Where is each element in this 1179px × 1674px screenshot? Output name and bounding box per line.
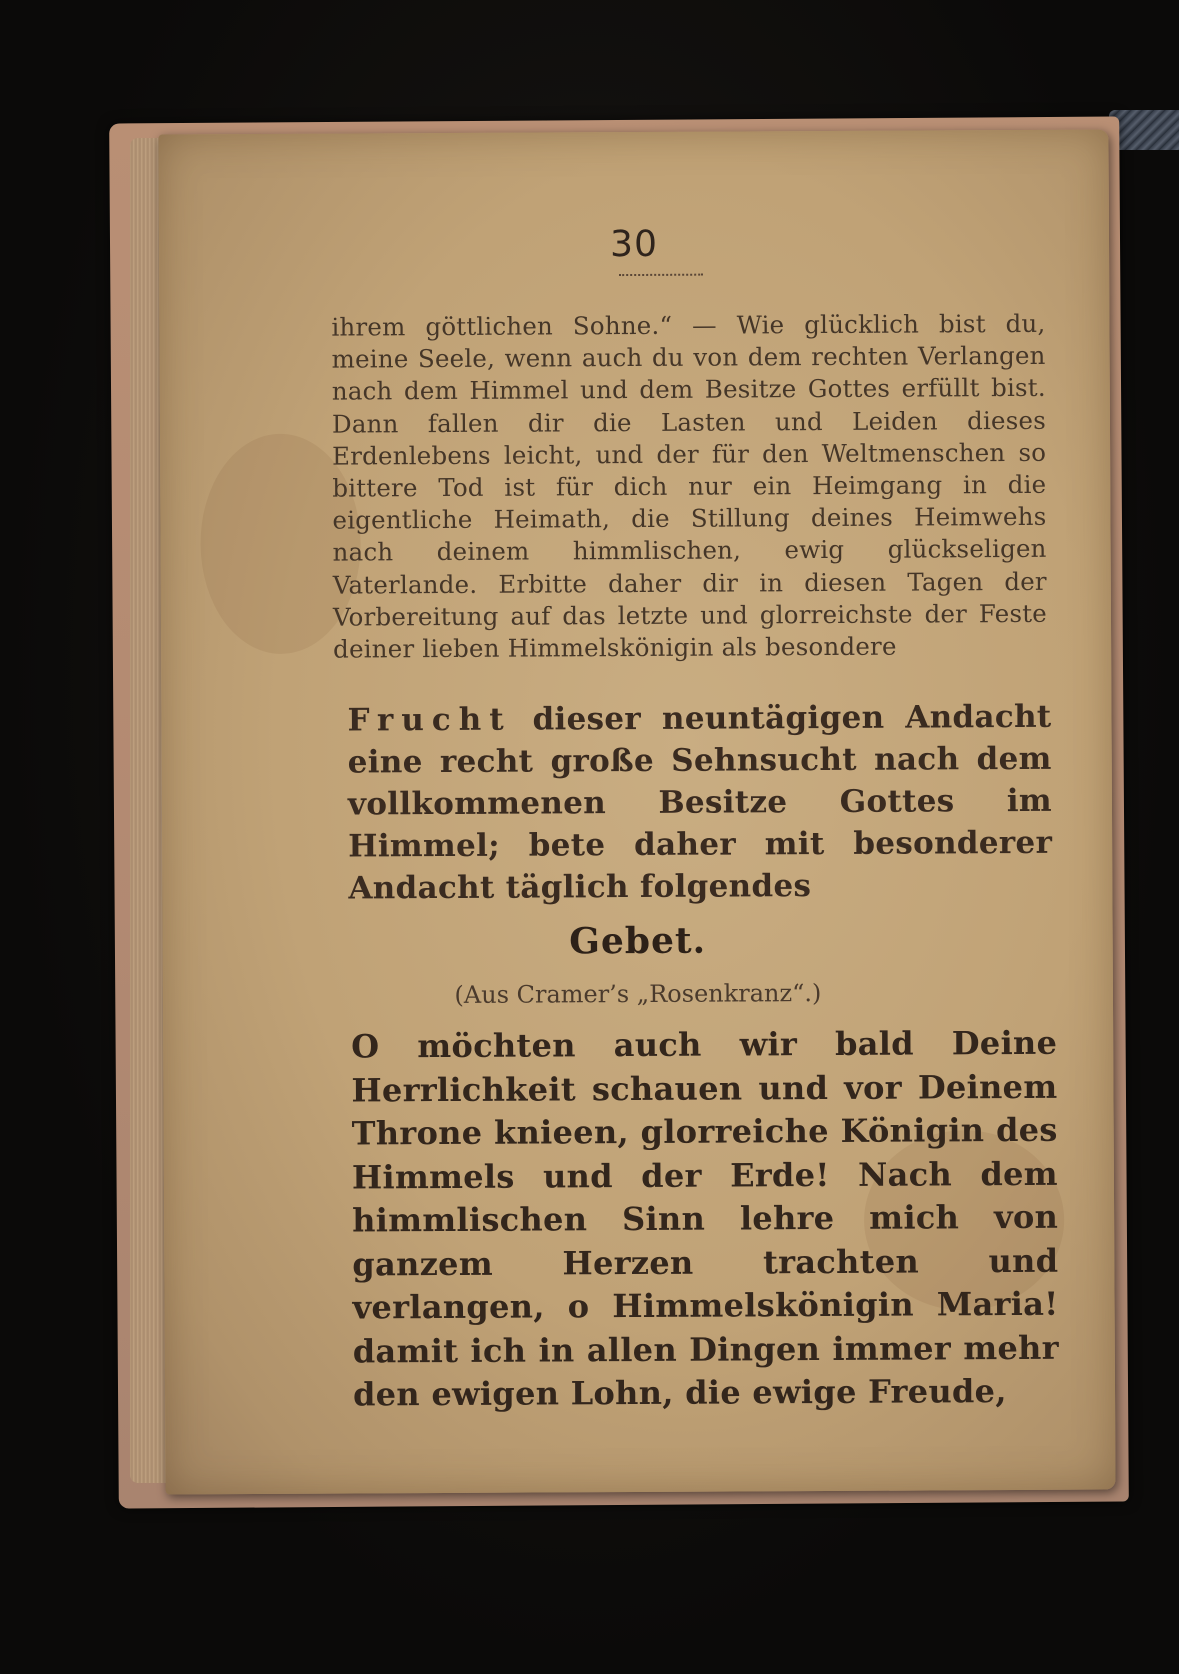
paragraph-2 — [347, 696, 1052, 910]
page-number: 30 — [610, 223, 659, 266]
paragraph-2-lead-word: Frucht — [347, 701, 512, 739]
prayer-source: (Aus Cramer’s „Rosenkranz“.) — [454, 979, 822, 1009]
paragraph-3: O möchten auch wir bald Deine Herrlichkeit schauen und vor Deinem Throne knieen, glorreiche Königin des Himmels und der Erde! Nach dem himmlischen Sinn lehre mich von ganzem Herzen trachten und verlangen, o Himmelskönigin Maria! damit ich in allen Dingen immer mehr den ewigen Lohn, die ewige Freude, — [351, 1023, 1059, 1414]
paragraph-1: ihrem göttlichen Sohne.“ — Wie glücklich bist du, meine Seele, wenn auch du von dem rechten Verlangen nach dem Himmel und dem Besitze Gottes erfüllt bist. Dann fallen dir die Lasten und Leiden dieses Erdenlebens leicht, und der für den Weltmenschen so bittere Tod ist für dich nur ein Heimgang in die eigentliche Heimath, die Stillung deines Heimwehs nach deinem himmlischen, ewig glückseligen Vaterlande. Erbitte daher dir in diesen Tagen der Vorbereitung auf das letzte und glorreichste der Feste deiner lieben Himmelskönigin als besondere — [331, 308, 1048, 664]
prayer-heading: Gebet. — [569, 919, 707, 963]
paragraph-2-text: dieser neuntägigen Andacht eine recht große Sehnsucht nach dem vollkommenen Besitze Gottes im Himmel; bete daher mit besonderer Andacht täglich folgendes — [347, 698, 1053, 907]
page-number-rule — [619, 274, 703, 276]
book-page — [158, 130, 1115, 1495]
book-binding-ribbon — [1109, 110, 1179, 150]
